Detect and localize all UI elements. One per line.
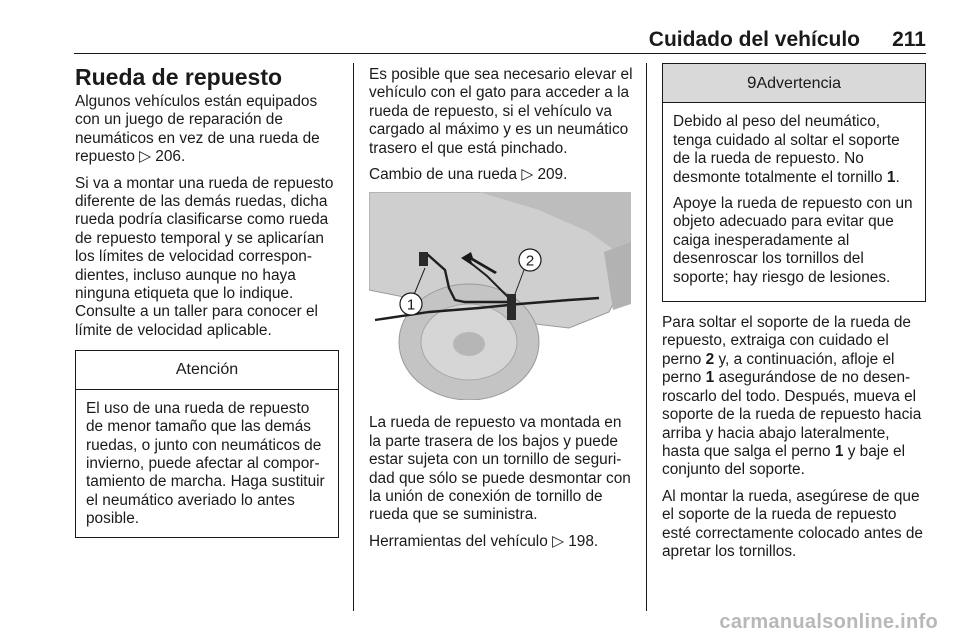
page-reference-link[interactable]: 198. (568, 532, 599, 550)
section-title: Cuidado del vehículo (648, 28, 860, 51)
page-ref-arrow-icon: ▷ (139, 148, 152, 166)
paragraph: Herramientas del vehículo ▷ 198. (369, 532, 599, 550)
callout-2-label: 2 (525, 252, 535, 270)
warning-text: Debido al peso del neumático, tenga cuidado al soltar el soporte de la rueda de repuesto. No desmonte totalmente el tornillo 1. (673, 113, 900, 186)
watermark: carmanualsonline.info (719, 611, 938, 633)
column-right (662, 63, 926, 569)
column-divider (646, 63, 647, 611)
warning-text: Apoye la rueda de repuesto con un objeto adecuado para evitar que caiga inesperadamente al desenroscar los tornillos del soporte; hay riesgo de lesiones. (673, 195, 913, 286)
warning-header (663, 64, 925, 103)
paragraph: Para soltar el soporte de la rueda de repuesto, extraiga con cuidado el perno 2 y, a continuación, afloje el perno 1 asegurándose de no desenroscarlo del todo. Después, mueva el soporte de la rueda de repuesto hacia arriba y hacia abajo lateralmente, hasta que salga el perno 1 y baje el conjunto del soporte. (662, 314, 922, 479)
callout-1-label: 1 (406, 296, 416, 314)
paragraph: Al montar la rueda, asegúrese de que el soporte de la rueda de repuesto esté correctamente colocado antes de apretar los tornillos. (662, 487, 923, 560)
notice-text: El uso de una rueda de repuesto de menor tamaño que las demás ruedas, o junto con neumáticos de invierno, puede afectar al comportamiento de marcha. Haga sustituir el neumático averiado lo antes posible. (86, 399, 325, 528)
paragraph: Si va a montar una rueda de repuesto diferente de las demás ruedas, dicha rueda podría clasificarse como rueda de repuesto temporal y se aplicarían los límites de velocidad correspondientes, incluso aunque no haya ninguna etiqueta que lo indique. Consulte a un taller para conocer el límite de velocidad aplicable. (75, 174, 334, 339)
paragraph: Algunos vehículos están equipados con un juego de reparación de neumáticos en vez de una rueda de repuesto ▷ 206. (75, 93, 320, 166)
notice-title: Atención (76, 351, 338, 389)
warning-triangle-icon: 9 (747, 73, 757, 92)
paragraph: Cambio de una rueda ▷ 209. (369, 166, 568, 184)
header-rule (74, 53, 926, 54)
section-heading: Rueda de repuesto (75, 64, 283, 90)
bolt-1-shape (419, 252, 428, 266)
paragraph: La rueda de repuesto va montada en la parte trasera de los bajos y puede estar sujeta con un tornillo de seguridad que sólo se puede desmontar con la unión de conexión de tornillo de rueda que se suministra. (369, 414, 631, 524)
page-reference-link[interactable]: 206. (155, 148, 186, 166)
bolt-2-shape (507, 294, 516, 320)
column-divider (353, 63, 354, 611)
warning-box (662, 63, 926, 302)
page-number: 211 (892, 28, 926, 51)
page-ref-arrow-icon: ▷ (521, 166, 534, 184)
page-header (74, 22, 926, 52)
warning-title: Advertencia (756, 75, 841, 92)
page-ref-arrow-icon: ▷ (552, 532, 564, 550)
wheel-hub-shape (453, 332, 485, 356)
paragraph: Es posible que sea necesario elevar el vehículo con el gato para acceder a la rueda de repuesto, si el vehículo va cargado al máximo y es un neumático trasero el que está pinchado. (369, 66, 633, 157)
notice-box (75, 350, 339, 537)
spare-wheel-illustration (369, 192, 631, 400)
column-left (75, 63, 339, 538)
column-middle (369, 66, 633, 559)
page-reference-link[interactable]: 209. (537, 166, 568, 184)
underbody-diagram (369, 192, 631, 400)
